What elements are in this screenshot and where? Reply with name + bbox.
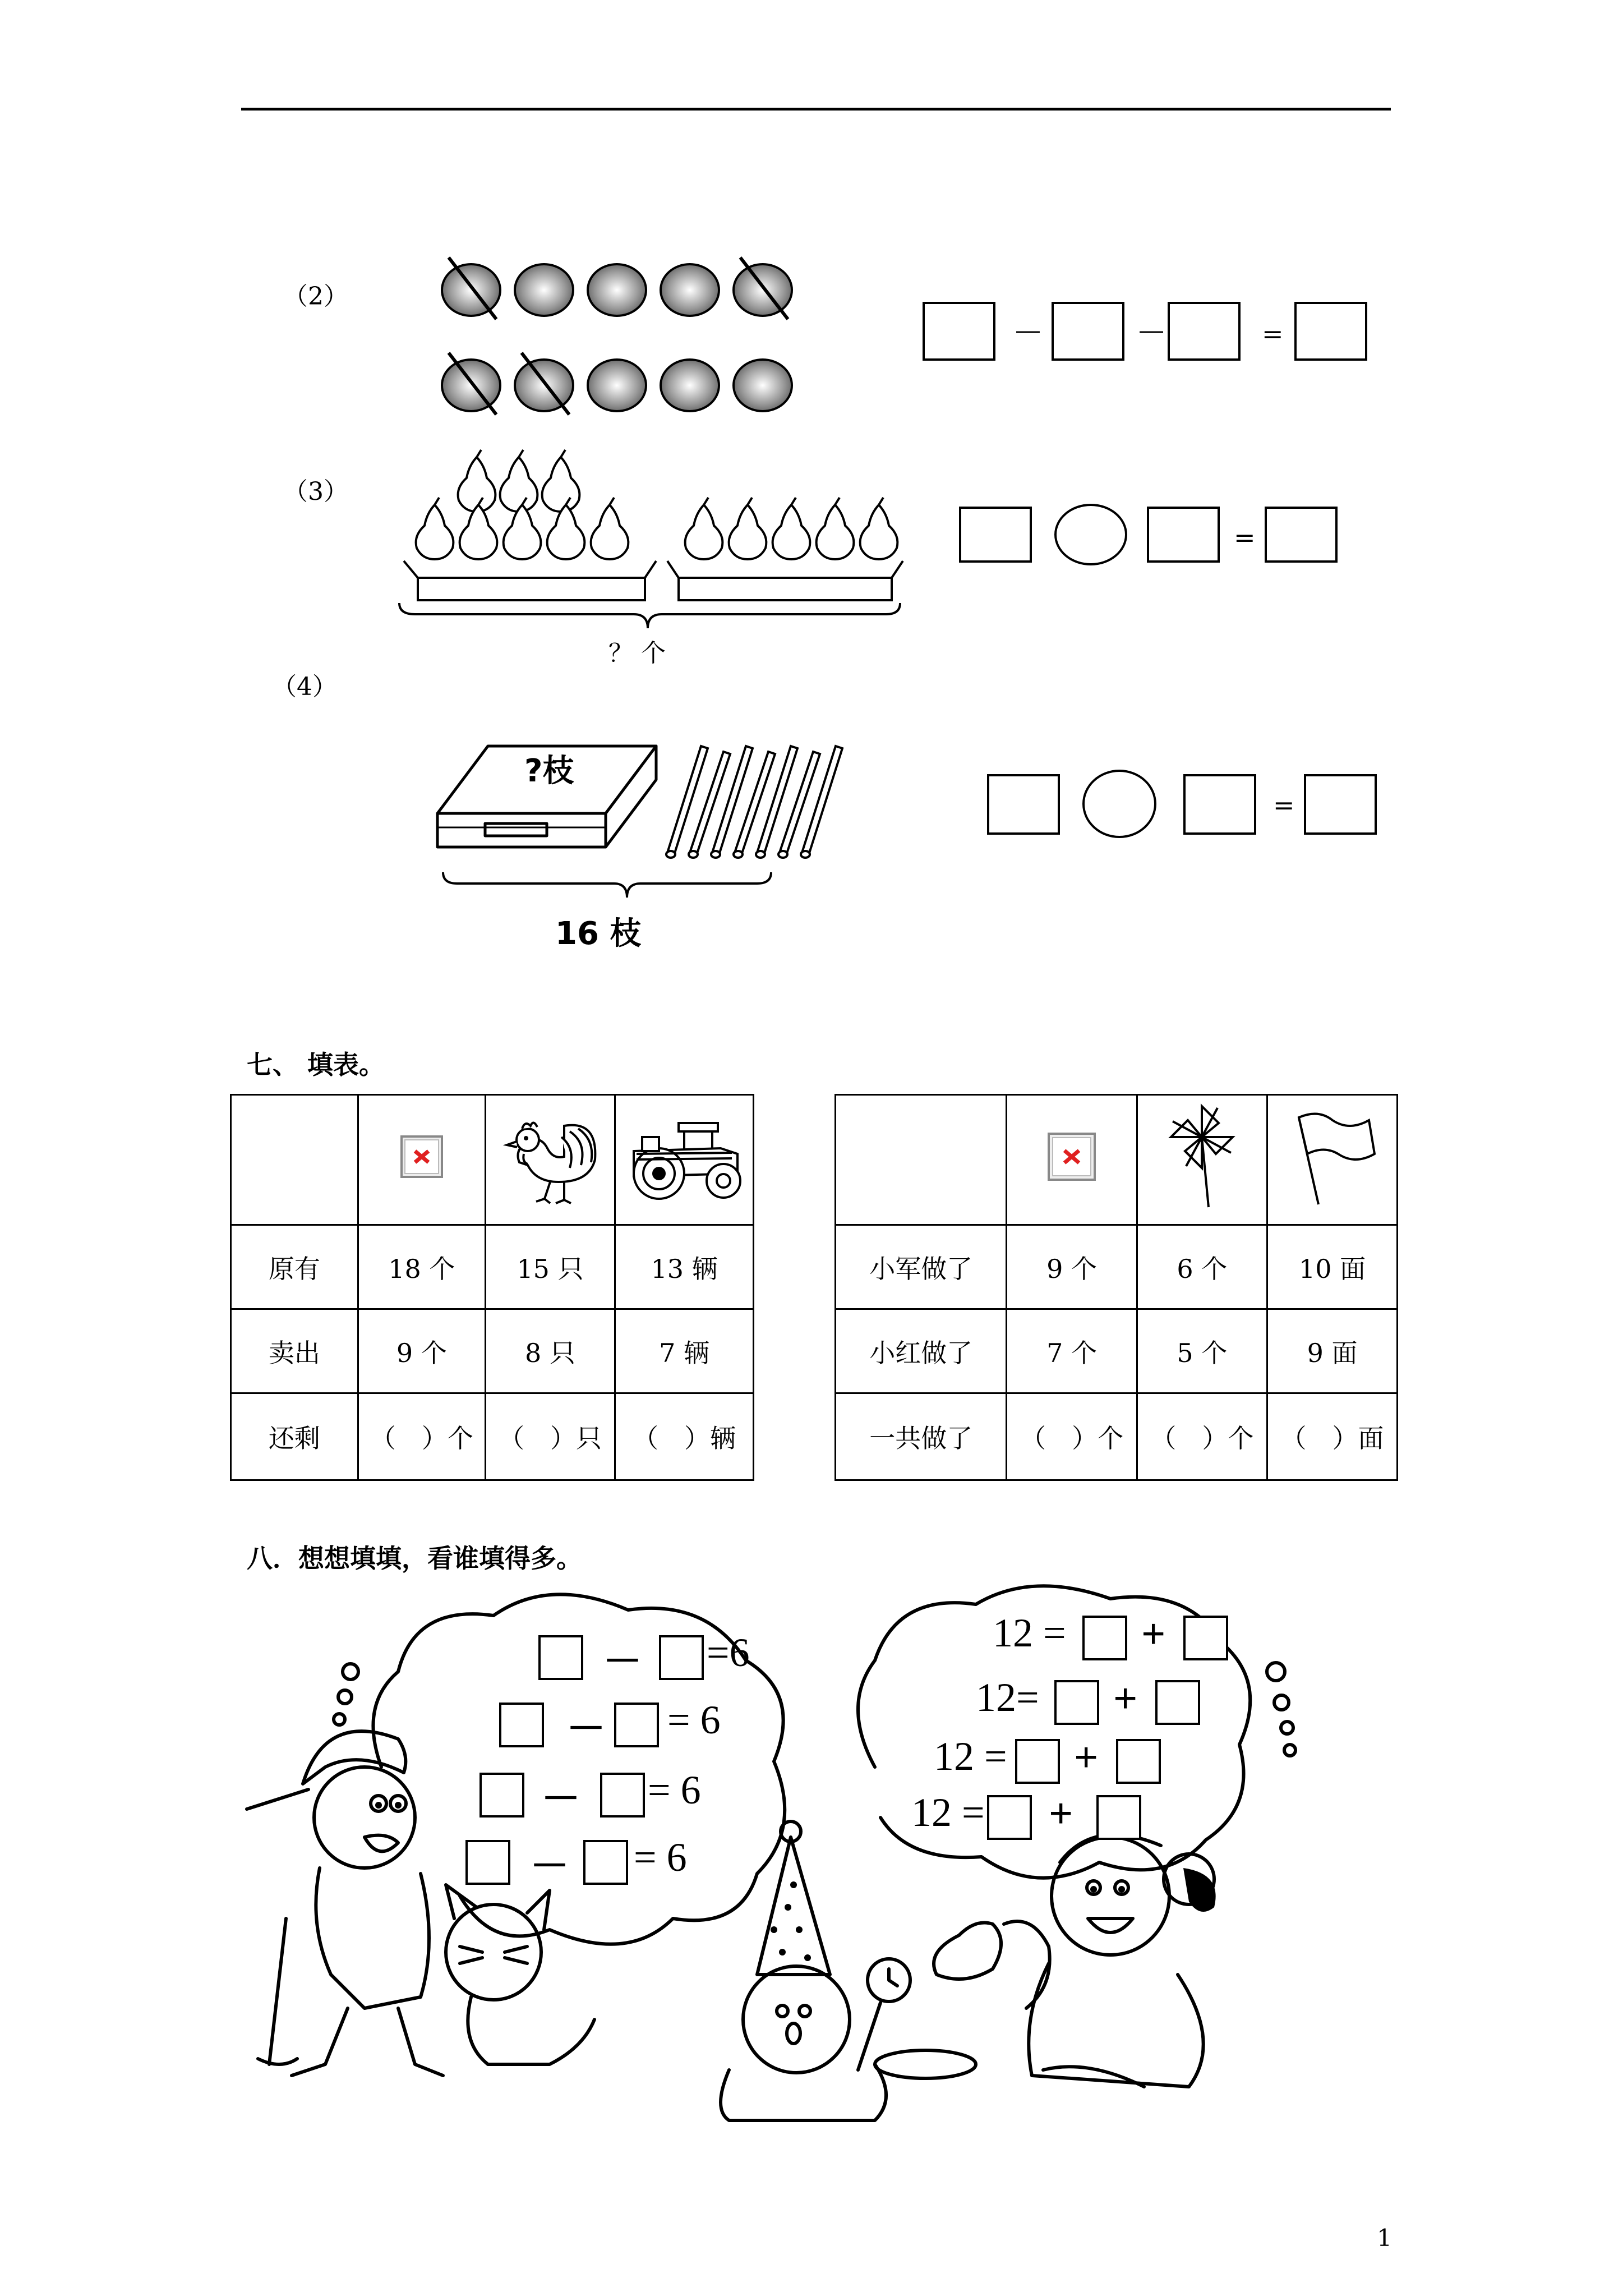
problem-4-caption: 16 枝 xyxy=(555,915,642,952)
problem-3-label: （3） xyxy=(283,477,348,506)
pear xyxy=(500,457,538,512)
table1-row-label: 原有 xyxy=(231,1225,358,1309)
pear-stem xyxy=(519,450,523,457)
table2-cell: 7 个 xyxy=(1007,1309,1137,1393)
problem-4-label: （4） xyxy=(272,673,337,701)
pencil-end xyxy=(801,851,810,858)
problem-3-caption: ？ 个 xyxy=(608,639,666,668)
pencil-end xyxy=(666,851,675,858)
pear-stem xyxy=(704,498,708,505)
blank-box[interactable] xyxy=(614,1703,659,1747)
broken-image-icon xyxy=(1046,1131,1097,1182)
minus-sign: － xyxy=(541,1778,580,1821)
section-8-title: 八．想想填填，看谁填得多。 xyxy=(247,1543,582,1573)
blank-box[interactable] xyxy=(659,1635,704,1680)
broken-image-icon xyxy=(399,1134,444,1179)
table2-corner-cell xyxy=(836,1095,1007,1225)
pear xyxy=(591,505,629,559)
pear xyxy=(773,505,810,559)
flag-icon xyxy=(1288,1106,1377,1207)
minus-sign: － xyxy=(566,1708,606,1751)
table1-cell: 7 辆 xyxy=(615,1309,754,1393)
pear-stem xyxy=(610,498,614,505)
blank-box[interactable] xyxy=(987,1795,1032,1840)
table1-cell: 13 辆 xyxy=(615,1225,754,1309)
pear xyxy=(542,457,580,512)
table1-answer-cell[interactable]: （ ）辆 xyxy=(615,1393,754,1480)
equation-lhs: 12 = xyxy=(911,1790,985,1835)
table1-cell: 8 只 xyxy=(485,1309,615,1393)
pear xyxy=(416,505,454,559)
table2-header-cell xyxy=(1267,1095,1398,1225)
pear xyxy=(504,505,541,559)
table1-header-cell xyxy=(485,1095,615,1225)
table2-answer-cell[interactable]: （ ）个 xyxy=(1007,1393,1137,1480)
balls-figure xyxy=(437,255,802,424)
answer-box-2c[interactable] xyxy=(1168,302,1241,361)
pencil-box-label: ?枝 xyxy=(524,753,574,789)
answer-box-3b[interactable] xyxy=(1147,507,1220,563)
pear xyxy=(860,505,898,559)
pear xyxy=(547,505,585,559)
equals-sign-3: = xyxy=(1234,522,1256,553)
pear-stem xyxy=(477,450,481,457)
equation-lhs: 12= xyxy=(976,1675,1039,1720)
blank-box[interactable] xyxy=(1155,1680,1200,1725)
table1-cell: 9 个 xyxy=(358,1309,485,1393)
blank-box[interactable] xyxy=(1015,1739,1060,1784)
answer-box-3a[interactable] xyxy=(959,507,1032,563)
operator-circle-3[interactable] xyxy=(1054,504,1127,565)
table2-header-cell xyxy=(1137,1095,1267,1225)
table2-answer-cell[interactable]: （ ）面 xyxy=(1267,1393,1398,1480)
pear-stem xyxy=(835,498,840,505)
ball xyxy=(442,360,500,411)
pencil-end xyxy=(689,851,698,858)
pencil-end xyxy=(756,851,765,858)
pear xyxy=(729,505,767,559)
table1-corner-cell xyxy=(231,1095,358,1225)
blank-box[interactable] xyxy=(1116,1739,1161,1784)
ball xyxy=(661,360,719,411)
minus-sign-2a: — xyxy=(1015,315,1041,345)
minus-sign: － xyxy=(530,1845,569,1888)
table2-cell: 5 个 xyxy=(1137,1309,1267,1393)
blank-box[interactable] xyxy=(465,1840,510,1885)
table1-header-cell xyxy=(358,1095,485,1225)
header-rule xyxy=(241,108,1391,111)
pear-stem xyxy=(435,498,439,505)
answer-box-4a[interactable] xyxy=(987,774,1060,835)
ball xyxy=(442,264,500,316)
plus-sign: + xyxy=(1049,1790,1073,1837)
table1-cell: 18 个 xyxy=(358,1225,485,1309)
pear-stem xyxy=(561,450,565,457)
table2-row-label: 小红做了 xyxy=(836,1309,1007,1393)
pencil-end xyxy=(734,851,743,858)
table-2 xyxy=(834,1094,1398,1481)
answer-box-2d[interactable] xyxy=(1294,302,1367,361)
answer-box-4b[interactable] xyxy=(1183,774,1256,835)
ball xyxy=(661,264,719,316)
equation-lhs: 12 = xyxy=(934,1734,1007,1779)
blank-box[interactable] xyxy=(600,1773,645,1818)
tractor-icon xyxy=(623,1109,746,1204)
section-7-title: 七、 填表。 xyxy=(247,1050,385,1080)
equation-lhs: 12 = xyxy=(993,1611,1066,1655)
ball xyxy=(515,360,573,411)
table1-answer-cell[interactable]: （ ）个 xyxy=(358,1393,485,1480)
plus-sign: + xyxy=(1113,1675,1138,1722)
pear-stem xyxy=(879,498,883,505)
equals-sign-2: = xyxy=(1262,319,1284,349)
table2-answer-cell[interactable]: （ ）个 xyxy=(1137,1393,1267,1480)
pear xyxy=(817,505,854,559)
pencil xyxy=(802,746,842,855)
ball xyxy=(734,264,792,316)
table2-header-cell xyxy=(1007,1095,1137,1225)
table-1 xyxy=(230,1094,754,1481)
ball xyxy=(588,264,646,316)
blank-box[interactable] xyxy=(1054,1680,1099,1725)
blank-box[interactable] xyxy=(499,1703,544,1747)
table2-cell: 6 个 xyxy=(1137,1225,1267,1309)
ball xyxy=(515,264,573,316)
plus-sign: + xyxy=(1141,1611,1166,1658)
table2-cell: 9 面 xyxy=(1267,1309,1398,1393)
pencil-box-figure xyxy=(432,712,836,909)
blank-box[interactable] xyxy=(583,1840,628,1885)
table1-row-label: 卖出 xyxy=(231,1309,358,1393)
pears-figure xyxy=(393,449,909,628)
blank-box[interactable] xyxy=(479,1773,524,1818)
equation-result: = 6 xyxy=(667,1697,721,1742)
answer-box-3c[interactable] xyxy=(1265,507,1338,563)
answer-box-2a[interactable] xyxy=(923,302,995,361)
table1-cell: 15 只 xyxy=(485,1225,615,1309)
plus-sign: + xyxy=(1074,1734,1099,1781)
blank-box[interactable] xyxy=(1082,1616,1127,1660)
ball xyxy=(588,360,646,411)
pencil-end xyxy=(711,851,720,858)
table2-cell: 9 个 xyxy=(1007,1225,1137,1309)
rooster-icon xyxy=(497,1109,603,1204)
table1-header-cell xyxy=(615,1095,754,1225)
pinwheel-icon xyxy=(1168,1103,1235,1210)
pear-stem xyxy=(791,498,796,505)
equals-sign-4: = xyxy=(1273,790,1295,820)
pear xyxy=(458,457,496,512)
pencil-end xyxy=(778,851,787,858)
minus-sign: － xyxy=(603,1640,642,1683)
blank-box[interactable] xyxy=(538,1635,583,1680)
operator-circle-4[interactable] xyxy=(1082,770,1156,838)
minus-sign-2b: — xyxy=(1138,315,1164,345)
answer-box-2b[interactable] xyxy=(1052,302,1124,361)
equation-result: = 6 xyxy=(634,1835,687,1880)
blank-box[interactable] xyxy=(1183,1616,1228,1660)
table2-cell: 10 面 xyxy=(1267,1225,1398,1309)
page-number: 1 xyxy=(1377,2224,1392,2252)
ball xyxy=(734,360,792,411)
blank-box[interactable] xyxy=(1096,1795,1141,1840)
answer-box-4c[interactable] xyxy=(1304,774,1377,835)
equation-result: =6 xyxy=(707,1630,750,1675)
pear xyxy=(460,505,497,559)
pear xyxy=(685,505,723,559)
problem-2-label: （2） xyxy=(283,282,348,311)
pear-stem xyxy=(748,498,752,505)
equation-result: = 6 xyxy=(648,1768,701,1812)
table2-row-label: 一共做了 xyxy=(836,1393,1007,1480)
table2-row-label: 小军做了 xyxy=(836,1225,1007,1309)
table1-answer-cell[interactable]: （ ）只 xyxy=(485,1393,615,1480)
table1-row-label: 还剩 xyxy=(231,1393,358,1480)
